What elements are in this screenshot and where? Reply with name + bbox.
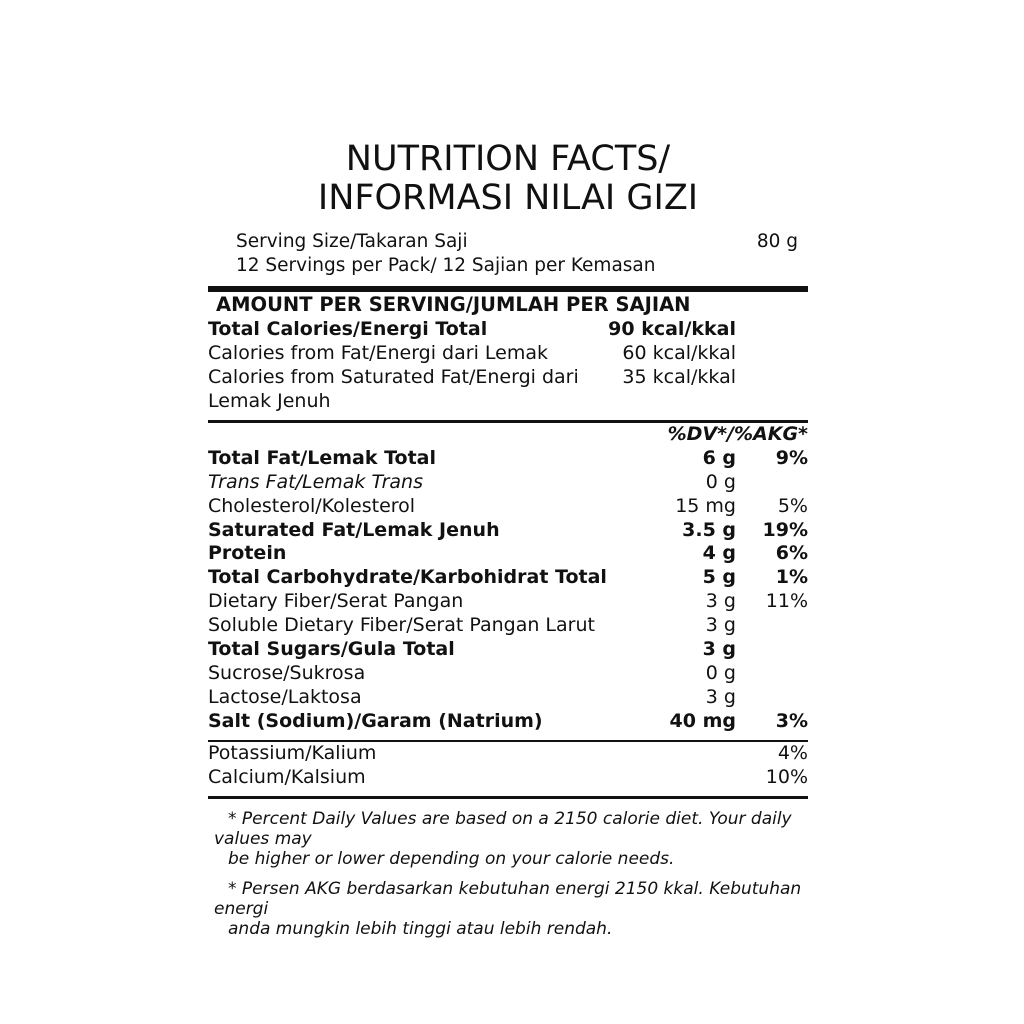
table-row — [208, 686, 808, 710]
serving-info — [208, 230, 808, 277]
serving-size-row — [236, 230, 808, 254]
row-label: Total Fat/Lemak Total — [208, 446, 436, 469]
title-line-indonesian: INFORMASI NILAI GIZI — [317, 178, 699, 219]
row-amount: 0 g — [705, 662, 736, 685]
row-label: Sucrose/Sukrosa — [208, 662, 366, 685]
title-line-english: NUTRITION FACTS/ — [345, 139, 671, 179]
row-amount: 35 kcal/kkal — [622, 365, 736, 388]
row-label: Dietary Fiber/Serat Pangan — [208, 590, 464, 613]
footnote-indonesian-line1: * Persen AKG berdasarkan kebutuhan energi 2150 kkal. Kebutuhan energi — [214, 878, 802, 920]
table-row — [208, 614, 808, 638]
row-label: Lactose/Laktosa — [208, 686, 362, 709]
row-label: Cholesterol/Kolesterol — [208, 494, 416, 517]
table-row — [208, 710, 808, 734]
servings-per-pack-row — [236, 254, 808, 278]
row-amount: 6 g — [702, 446, 736, 469]
nutrition-facts-panel — [208, 140, 808, 949]
row-amount: 60 kcal/kkal — [622, 341, 736, 364]
row-amount: 5 g — [702, 566, 736, 589]
footnote-english-line1: * Percent Daily Values are based on a 2150 calorie diet. Your daily values may — [214, 808, 792, 849]
row-dv — [736, 471, 808, 495]
page-title — [208, 140, 808, 218]
footnote-indonesian-line2: anda mungkin lebih tinggi atau lebih rendah. — [228, 919, 613, 940]
table-row — [208, 447, 808, 471]
row-label: Trans Fat/Lemak Trans — [208, 470, 423, 493]
row-label: Total Calories/Energi Total — [208, 318, 488, 341]
row-dv: 19% — [762, 518, 808, 541]
footnote-indonesian — [214, 879, 808, 939]
minerals-table — [208, 742, 808, 790]
table-row — [208, 342, 808, 366]
row-label: Calories from Fat/Energi dari Lemak — [208, 341, 548, 364]
row-dv — [736, 366, 808, 414]
row-amount: 0 g — [705, 470, 736, 493]
amount-per-serving-header: AMOUNT PER SERVING/JUMLAH PER SAJIAN — [216, 292, 691, 316]
row-dv: 4% — [777, 741, 808, 764]
table-row — [208, 742, 808, 766]
row-amount — [618, 766, 736, 790]
table-row — [208, 495, 808, 519]
row-dv: 9% — [775, 446, 808, 469]
row-label: Calories from Saturated Fat/Energi dari Lemak Jenuh — [208, 365, 579, 412]
row-label: Protein — [208, 542, 287, 565]
row-amount: 3.5 g — [682, 518, 736, 541]
row-amount: 4 g — [702, 542, 736, 565]
row-amount: 3 g — [705, 614, 736, 637]
row-dv — [736, 342, 808, 366]
footnote-english-line2: be higher or lower depending on your calorie needs. — [228, 848, 675, 869]
table-row — [208, 366, 808, 414]
row-label: Total Sugars/Gula Total — [208, 638, 455, 661]
serving-size-label: Serving Size/Takaran Saji — [236, 231, 468, 253]
table-row — [208, 590, 808, 614]
row-amount — [618, 742, 736, 766]
row-dv: 5% — [777, 494, 808, 517]
row-label: Calcium/Kalsium — [208, 765, 366, 788]
nutrients-table — [208, 423, 808, 734]
row-dv: 10% — [765, 765, 808, 788]
serving-size-value: 80 g — [756, 231, 798, 253]
row-amount: 90 kcal/kkal — [608, 318, 736, 341]
row-dv: 6% — [775, 542, 808, 565]
table-row — [208, 542, 808, 566]
table-row — [208, 471, 808, 495]
row-dv — [736, 614, 808, 638]
table-row — [208, 766, 808, 790]
footnotes — [208, 809, 808, 939]
row-amount: 3 g — [705, 590, 736, 613]
table-row — [208, 662, 808, 686]
row-dv — [736, 662, 808, 686]
calories-table — [208, 318, 808, 414]
row-amount: 40 mg — [669, 710, 736, 733]
dv-header-label: %DV*/%AKG* — [667, 422, 808, 445]
row-label: Saturated Fat/Lemak Jenuh — [208, 518, 500, 541]
dv-header-row — [208, 423, 808, 447]
row-dv: 3% — [775, 710, 808, 733]
row-label: Potassium/Kalium — [208, 741, 377, 764]
row-dv — [736, 318, 808, 342]
row-dv — [736, 686, 808, 710]
footnote-english — [214, 809, 808, 869]
row-amount: 3 g — [705, 686, 736, 709]
row-dv: 1% — [775, 566, 808, 589]
table-row — [208, 566, 808, 590]
row-dv — [736, 638, 808, 662]
row-label: Salt (Sodium)/Garam (Natrium) — [208, 710, 543, 733]
table-row — [208, 519, 808, 543]
table-row — [208, 318, 808, 342]
table-row — [208, 638, 808, 662]
row-label: Total Carbohydrate/Karbohidrat Total — [208, 566, 607, 589]
servings-per-pack-label: 12 Servings per Pack/ 12 Sajian per Kemasan — [236, 255, 656, 277]
row-label: Soluble Dietary Fiber/Serat Pangan Larut — [208, 614, 595, 637]
row-amount: 15 mg — [675, 494, 736, 517]
row-amount: 3 g — [702, 638, 736, 661]
row-dv: 11% — [765, 590, 808, 613]
divider-footnotes — [208, 796, 808, 799]
